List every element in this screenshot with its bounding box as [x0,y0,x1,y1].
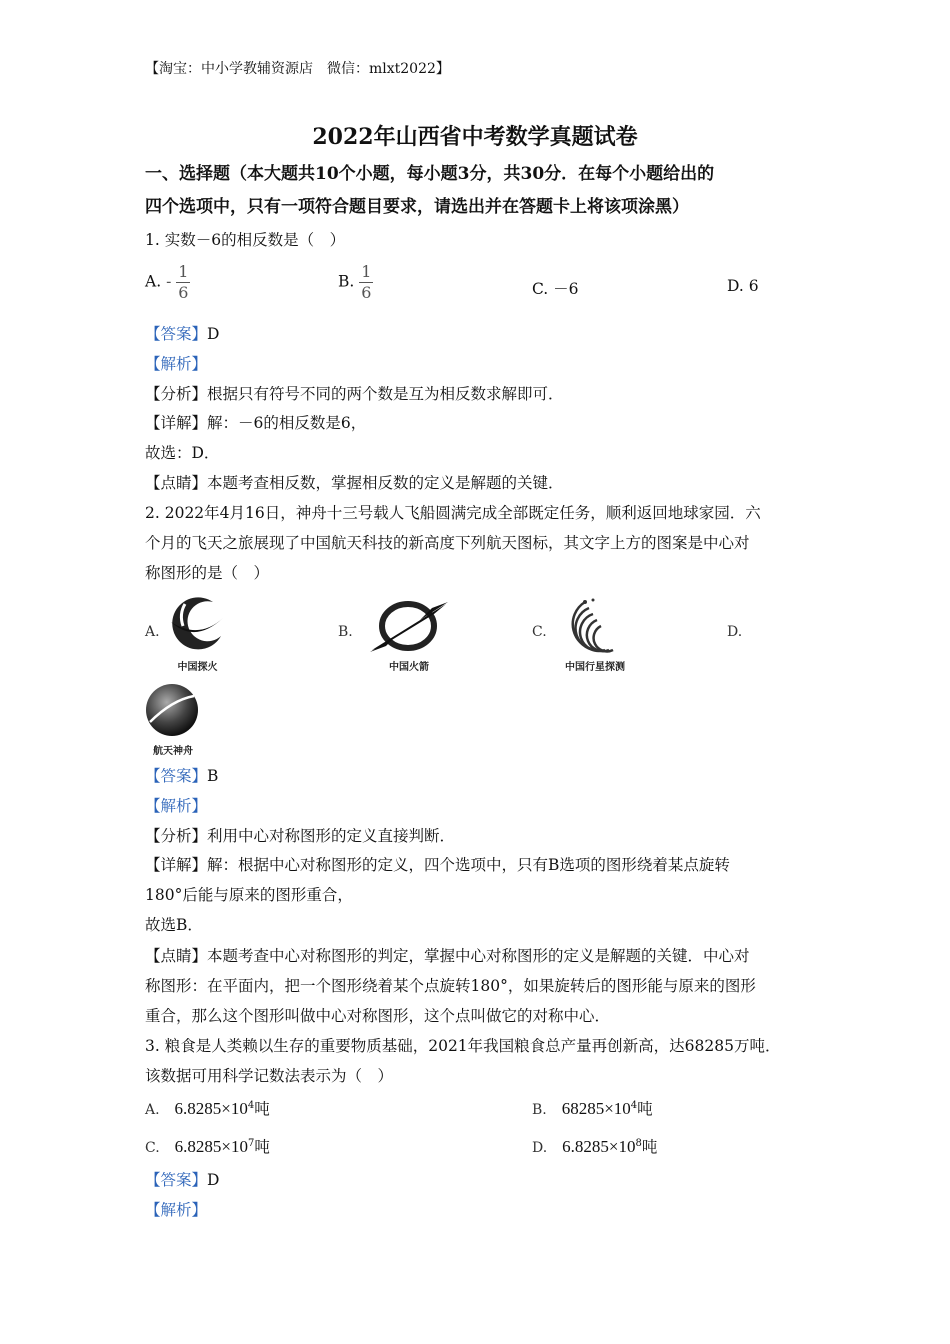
q2-stem-line-1: 2. 2022年4月16日，神舟十三号载人飞船圆满完成全部既定任务，顺利返回地球家园．六 [145,504,761,522]
q1-option-b-denominator: 6 [361,283,372,302]
q3-option-c-base: 6.8285×10 [174,1137,248,1156]
q1-option-b-label: B. [338,272,355,291]
q1-answer [145,324,815,344]
q2-option-d-caption: 航天神舟 [153,746,193,757]
q3-option-a-base: 6.8285×10 [174,1099,248,1118]
q2-fenxi-text: 利用中心对称图形的定义直接判断． [207,827,456,845]
page-title: 2022年山西省中考数学真题试卷 [312,124,638,150]
q3-option-b-unit: 吨 [637,1100,653,1118]
q1-option-a [145,262,190,303]
q2-dianjing-line-2: 称图形：在平面内，把一个图形绕着某个点旋转180°，如果旋转后的图形能与原来的图形 [145,977,756,995]
q3-option-b-label: B. [532,1102,547,1118]
q2-option-a-logo [165,596,230,673]
q3-option-d-unit: 吨 [641,1138,658,1156]
q1-option-d: D. 6 [727,277,759,295]
q2-option-c-label: C. [532,624,547,640]
q1-choose: 故选：D． [145,444,220,462]
q1-xiangjie-text: 解：－6的相反数是6， [207,414,367,432]
q3-stem-line-2: 该数据可用科学记数法表示为（ ） [145,1067,394,1085]
q1-fenxi [145,384,815,404]
rocket-logo-icon [368,600,450,654]
q1-option-c: C. －6 [532,280,579,298]
q1-xiangjie-tag: 【详解】 [145,414,208,432]
q2-analysis-tag: 【解析】 [145,797,208,815]
q2-answer-tag: 【答案】 [145,767,208,785]
q3-option-c [145,1135,270,1157]
q3-option-c-unit: 吨 [254,1138,270,1156]
shop-ad-header: 【淘宝：中小学教辅资源店 微信：mlxt2022】 [145,61,450,77]
q2-answer [145,766,815,786]
q2-xiangjie-line-2: 180°后能与原来的图形重合， [145,886,353,904]
q1-option-b-fraction [359,262,373,303]
q2-choose: 故选B． [145,916,203,934]
q3-analysis-tag: 【解析】 [145,1201,208,1219]
q2-xiangjie-line-1 [145,855,815,875]
q2-fenxi-tag: 【分析】 [145,827,208,845]
q3-option-a-unit: 吨 [254,1100,270,1118]
mars-exploration-logo-icon [165,596,230,654]
q1-answer-tag: 【答案】 [145,325,208,343]
q2-option-c-caption: 中国行星探测 [565,662,625,673]
q2-xiangjie-text-1: 解：根据中心对称图形的定义，四个选项中，只有B选项的图形绕着某点旋转 [207,856,730,874]
q2-fenxi [145,826,815,846]
shenzhou-logo-icon [142,682,202,738]
planetary-exploration-logo-icon [555,596,635,654]
q2-dianjing-line-1 [145,946,815,966]
q3-answer [145,1170,815,1190]
q3-answer-tag: 【答案】 [145,1171,208,1189]
q1-xiangjie [145,413,815,433]
q3-stem-line-1: 3. 粮食是人类赖以生存的重要物质基础，2021年我国粮食总产量再创新高，达68285万吨． [145,1037,781,1055]
q1-option-a-sign: - [166,272,172,291]
q1-option-a-denominator: 6 [178,283,189,302]
q3-option-a-exp: 4 [247,1099,255,1111]
q2-dianjing-tag: 【点睛】 [145,947,208,965]
q3-option-b [532,1097,653,1119]
q2-option-c-logo [555,596,635,673]
q2-stem-line-2: 个月的飞天之旅展现了中国航天科技的新高度下列航天图标，其文字上方的图案是中心对 [145,534,750,552]
q1-answer-value: D [207,325,220,343]
q3-option-d-exp: 8 [635,1137,642,1149]
q1-dianjing-text: 本题考查相反数，掌握相反数的定义是解题的关键． [207,474,564,492]
q1-option-a-fraction [176,262,190,303]
q2-dianjing-text-1: 本题考查中心对称图形的判定，掌握中心对称图形的定义是解题的关键．中心对 [207,947,750,965]
q2-dianjing-line-3: 重合，那么这个图形叫做中心对称图形，这个点叫做它的对称中心． [145,1007,611,1025]
q2-option-d-logo [142,682,204,757]
q3-option-b-base: 68285×10 [561,1099,631,1118]
q1-option-b [338,262,373,303]
q2-answer-value: B [207,767,219,785]
section-heading-1 [145,158,805,224]
q3-option-a [145,1097,270,1119]
q1-option-b-numerator: 1 [361,262,372,281]
q3-option-a-label: A. [145,1102,160,1118]
section-heading-line-2: 四个选项中，只有一项符合题目要求，请选出并在答题卡上将该项涂黑） [145,197,689,217]
q3-option-d-base: 6.8285×10 [562,1137,636,1156]
q3-option-b-exp: 4 [630,1099,638,1111]
q1-fenxi-tag: 【分析】 [145,385,208,403]
q3-option-d [532,1135,657,1157]
q2-option-a-caption: 中国探火 [177,662,218,673]
q2-xiangjie-tag: 【详解】 [145,856,208,874]
q3-option-c-exp: 7 [247,1137,255,1149]
q1-fenxi-text: 根据只有符号不同的两个数是互为相反数求解即可． [207,385,564,403]
q2-option-b-label: B. [338,624,353,640]
section-heading-line-1: 一、选择题（本大题共10个小题，每小题3分，共30分．在每个小题给出的 [145,164,715,184]
q1-option-a-label: A. [145,272,162,291]
q3-answer-value: D [207,1171,220,1189]
q2-stem-line-3: 称图形的是（ ） [145,564,270,582]
q2-option-a-label: A. [145,624,160,640]
q1-stem: 1. 实数－6的相反数是（ ） [145,231,346,249]
q2-option-d-label: D. [727,624,743,640]
q3-option-d-label: D. [532,1140,548,1156]
q1-dianjing-tag: 【点睛】 [145,474,208,492]
q3-option-c-label: C. [145,1140,160,1156]
q1-analysis-tag: 【解析】 [145,355,208,373]
q1-option-a-numerator: 1 [178,262,189,281]
q2-option-b-logo [368,600,450,673]
q2-option-b-caption: 中国火箭 [389,662,429,673]
q1-dianjing [145,473,815,493]
